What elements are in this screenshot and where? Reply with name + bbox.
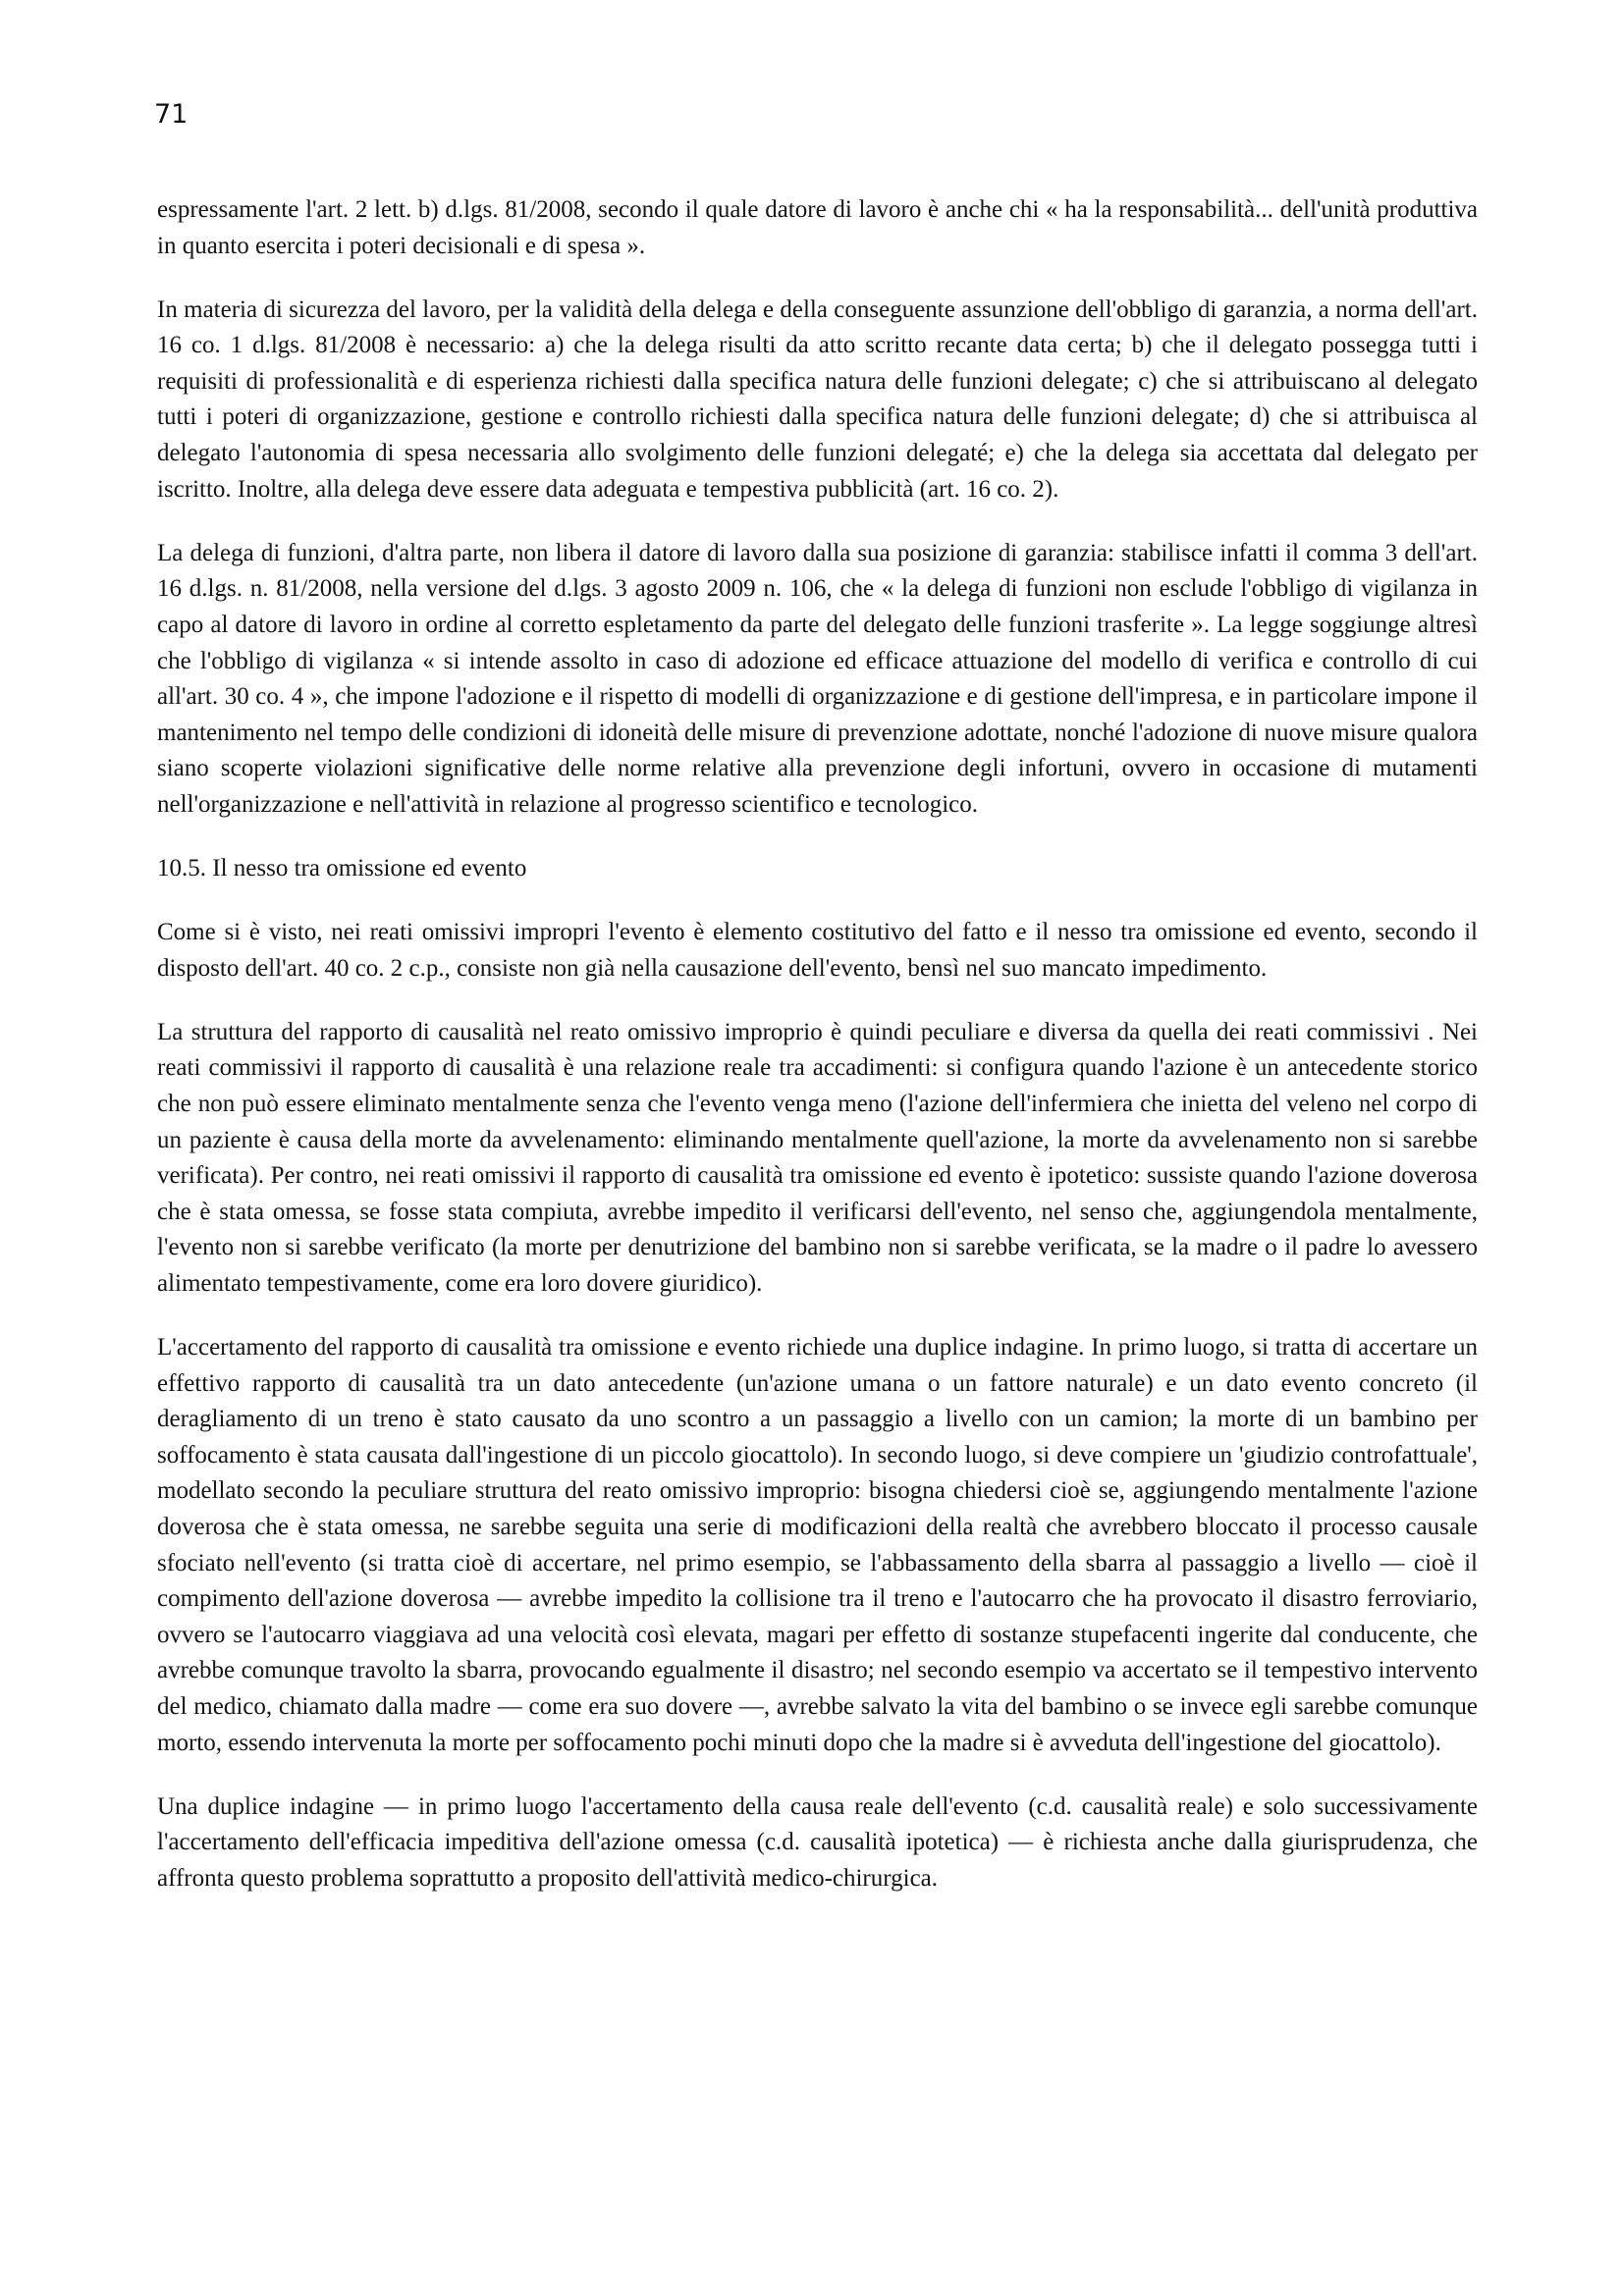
paragraph-6: L'accertamento del rapporto di causalità tra omissione e evento richiede una duplice indagine. In primo luogo, si tratta di accertare un effettivo rapporto di causalità tra un dato antecedente (un'azione umana o un fattore naturale) e un dato evento concreto (il deragliamento di un treno è stato causato da uno scontro a un passaggio a livello con un camion; la morte di un bambino per soffocamento è stata causata dall'ingestione di un piccolo giocattolo). In secondo luogo, si deve compiere un 'giudizio controfattuale', modellato secondo la peculiare struttura del reato omissivo improprio: bisogna chiedersi cioè se, aggiungendo mentalmente l'azione doverosa che è stata omessa, ne sarebbe seguita una serie di modificazioni della realtà che avrebbero bloccato il processo causale sfociato nell'evento (si tratta cioè di accertare, nel primo esempio, se l'abbassamento della sbarra al passaggio a livello — cioè il compimento dell'azione doverosa — avrebbe impedito la collisione tra il treno e l'autocarro che ha provocato il disastro ferroviario, ovvero se l'autocarro viaggiava ad una velocità così elevata, magari per effetto di sostanze stupefacenti ingerite dal conducente, che avrebbe comunque travolto la sbarra, provocando egualmente il disastro; nel secondo esempio va accertato se il tempestivo intervento del medico, chiamato dalla madre — come era suo dovere —, avrebbe salvato la vita del bambino o se invece egli sarebbe comunque morto, essendo intervenuta la morte per soffocamento pochi minuti dopo che la madre si è avveduta dell'ingestione del giocattolo). [157, 1334, 1478, 1756]
section-heading: 10.5. Il nesso tra omissione ed evento [157, 855, 527, 881]
paragraph-7: Una duplice indagine — in primo luogo l'accertamento della causa reale dell'evento (c.d. causalità reale) e solo successivamente l'accertamento dell'efficacia impeditiva dell'azione omessa (c.d. causalità ipotetica) — è richiesta anche dalla giurisprudenza, che affronta questo problema soprattutto a proposito dell'attività medico-chirurgica. [157, 1792, 1478, 1892]
paragraph-5: La struttura del rapporto di causalità nel reato omissivo improprio è quindi peculiare e diversa da quella dei reati commissivi . Nei reati commissivi il rapporto di causalità è una relazione reale tra accadimenti: si configura quando l'azione è un antecedente storico che non può essere eliminato mentalmente senza che l'evento venga meno (l'azione dell'infermiera che inietta del veleno nel corpo di un paziente è causa della morte da avvelenamento: eliminando mentalmente quell'azione, la morte da avvelenamento non si sarebbe verificata). Per contro, nei reati omissivi il rapporto di causalità tra omissione ed evento è ipotetico: sussiste quando l'azione doverosa che è stata omessa, se fosse stata compiuta, avrebbe impedito il verificarsi dell'evento, nel senso che, aggiungendola mentalmente, l'evento non si sarebbe verificato (la morte per denutrizione del bambino non si sarebbe verificata, se la madre o il padre lo avessero alimentato tempestivamente, come era loro dovere giuridico). [157, 1018, 1478, 1297]
paragraph-1: espressamente l'art. 2 lett. b) d.lgs. 81/2008, secondo il quale datore di lavoro è anche chi « ha la responsabilità... dell'unità produttiva in quanto esercita i poteri decisionali e di spesa ». [157, 196, 1478, 259]
document-body [157, 192, 1478, 1896]
page-number: 71 [154, 99, 189, 130]
paragraph-4: Come si è visto, nei reati omissivi impropri l'evento è elemento costitutivo del fatto e il nesso tra omissione ed evento, secondo il disposto dell'art. 40 co. 2 c.p., consiste non già nella causazione dell'evento, bensì nel suo mancato impedimento. [157, 919, 1478, 982]
paragraph-3: La delega di funzioni, d'altra parte, non libera il datore di lavoro dalla sua posizione di garanzia: stabilisce infatti il comma 3 dell'art. 16 d.lgs. n. 81/2008, nella versione del d.lgs. 3 agosto 2009 n. 106, che « la delega di funzioni non esclude l'obbligo di vigilanza in capo al datore di lavoro in ordine al corretto espletamento da parte del delegato delle funzioni trasferite ». La legge soggiunge altresì che l'obbligo di vigilanza « si intende assolto in caso di adozione ed efficace attuazione del modello di verifica e controllo di cui all'art. 30 co. 4 », che impone l'adozione e il rispetto di modelli di organizzazione e di gestione dell'impresa, e in particolare impone il mantenimento nel tempo delle condizioni di idoneità delle misure di prevenzione adottate, nonché l'adozione di nuove misure qualora siano scoperte violazioni significative delle norme relative alla prevenzione degli infortuni, ovvero in occasione di mutamenti nell'organizzazione e nell'attività in relazione al progresso scientifico e tecnologico. [157, 539, 1478, 818]
paragraph-2: In materia di sicurezza del lavoro, per la validità della delega e della conseguente assunzione dell'obbligo di garanzia, a norma dell'art. 16 co. 1 d.lgs. 81/2008 è necessario: a) che la delega risulti da atto scritto recante data certa; b) che il delegato possegga tutti i requisiti di professionalità e di esperienza richiesti dalla specifica natura delle funzioni delegate; c) che si attribuiscano al delegato tutti i poteri di organizzazione, gestione e controllo richiesti dalla specifica natura delle funzioni delegate; d) che si attribuisca al delegato l'autonomia di spesa necessaria allo svolgimento delle funzioni delegaté; e) che la delega sia accettata dal delegato per iscritto. Inoltre, alla delega deve essere data adeguata e tempestiva pubblicità (art. 16 co. 2). [157, 295, 1478, 503]
